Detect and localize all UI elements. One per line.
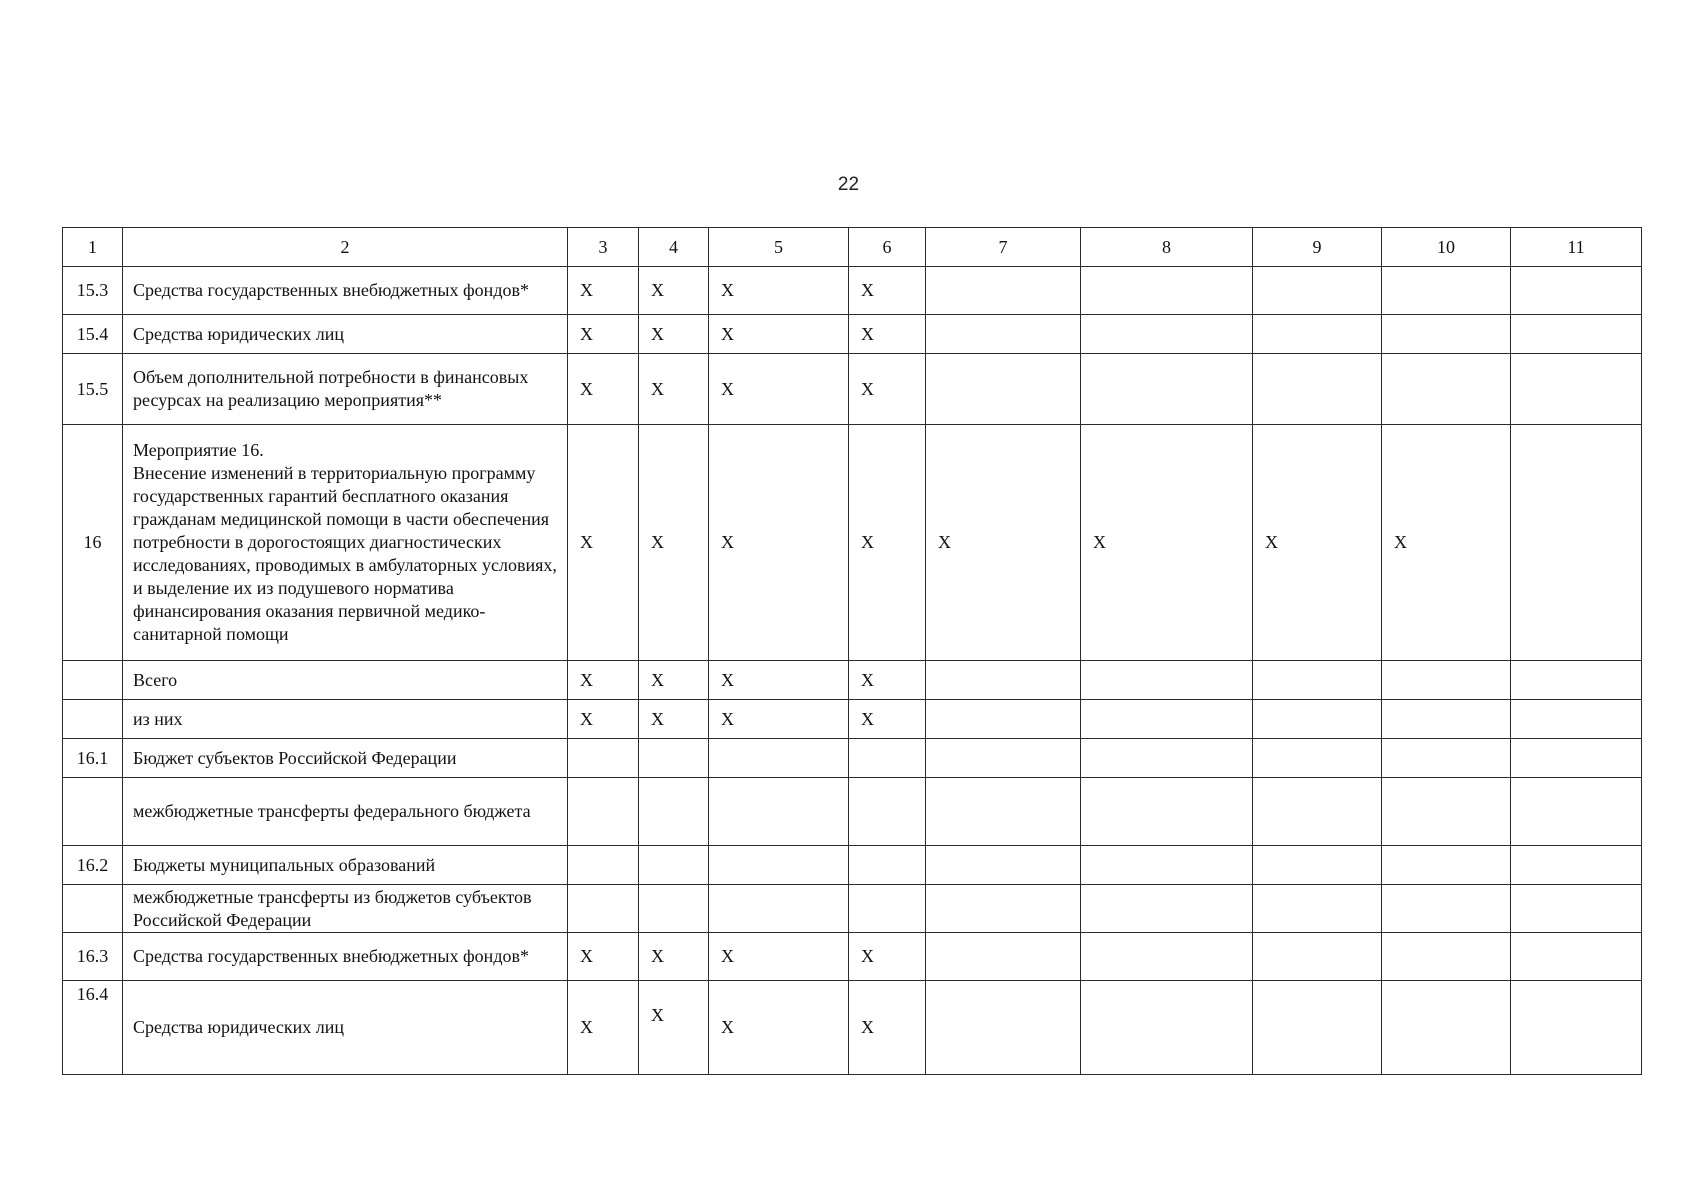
table-row bbox=[63, 700, 1642, 739]
cell-col-9 bbox=[1253, 846, 1382, 885]
cell-col-9 bbox=[1253, 315, 1382, 354]
cell-col-11 bbox=[1511, 425, 1642, 661]
cell-col-11 bbox=[1511, 846, 1642, 885]
cell-col-11 bbox=[1511, 739, 1642, 778]
row-name: Средства государственных внебюджетных фондов* bbox=[123, 933, 568, 981]
row-number: 16 bbox=[63, 425, 123, 661]
cell-col-4 bbox=[639, 885, 709, 933]
cell-col-4: X bbox=[639, 267, 709, 315]
cell-col-6 bbox=[849, 885, 926, 933]
table-row bbox=[63, 981, 1642, 1075]
cell-col-7 bbox=[926, 700, 1081, 739]
cell-col-8 bbox=[1081, 981, 1253, 1075]
cell-col-9 bbox=[1253, 885, 1382, 933]
cell-col-10 bbox=[1382, 700, 1511, 739]
cell-col-3 bbox=[568, 846, 639, 885]
header-cell: 6 bbox=[849, 228, 926, 267]
cell-col-3: X bbox=[568, 933, 639, 981]
cell-col-4: X bbox=[639, 425, 709, 661]
row-name: межбюджетные трансферты из бюджетов субъектов Российской Федерации bbox=[123, 885, 568, 933]
cell-col-5 bbox=[709, 739, 849, 778]
header-cell: 10 bbox=[1382, 228, 1511, 267]
cell-col-6 bbox=[849, 846, 926, 885]
cell-col-11 bbox=[1511, 315, 1642, 354]
table-row bbox=[63, 778, 1642, 846]
cell-col-3 bbox=[568, 739, 639, 778]
row-name: Объем дополнительной потребности в финансовых ресурсах на реализацию мероприятия** bbox=[123, 354, 568, 425]
cell-col-8 bbox=[1081, 315, 1253, 354]
row-name: Средства юридических лиц bbox=[123, 315, 568, 354]
row-name: межбюджетные трансферты федерального бюджета bbox=[123, 778, 568, 846]
cell-col-5: X bbox=[709, 661, 849, 700]
cell-col-6: X bbox=[849, 315, 926, 354]
cell-col-7 bbox=[926, 354, 1081, 425]
table-row bbox=[63, 885, 1642, 933]
cell-col-7 bbox=[926, 315, 1081, 354]
row-number bbox=[63, 885, 123, 933]
row-number: 15.5 bbox=[63, 354, 123, 425]
cell-col-6: X bbox=[849, 354, 926, 425]
cell-col-7 bbox=[926, 885, 1081, 933]
table-row bbox=[63, 267, 1642, 315]
table-row bbox=[63, 661, 1642, 700]
row-number: 16.4 bbox=[63, 981, 123, 1075]
cell-col-3: X bbox=[568, 425, 639, 661]
header-cell: 11 bbox=[1511, 228, 1642, 267]
cell-col-11 bbox=[1511, 778, 1642, 846]
cell-col-9 bbox=[1253, 661, 1382, 700]
cell-col-4: X bbox=[639, 933, 709, 981]
cell-col-6: X bbox=[849, 267, 926, 315]
cell-col-5: X bbox=[709, 425, 849, 661]
header-cell: 2 bbox=[123, 228, 568, 267]
cell-col-5 bbox=[709, 846, 849, 885]
cell-col-4: X bbox=[639, 700, 709, 739]
header-cell: 8 bbox=[1081, 228, 1253, 267]
row-number: 16.3 bbox=[63, 933, 123, 981]
cell-col-8 bbox=[1081, 778, 1253, 846]
row-name: Всего bbox=[123, 661, 568, 700]
row-number: 15.4 bbox=[63, 315, 123, 354]
cell-col-9 bbox=[1253, 267, 1382, 315]
cell-col-5: X bbox=[709, 315, 849, 354]
row-number: 16.1 bbox=[63, 739, 123, 778]
cell-col-11 bbox=[1511, 700, 1642, 739]
cell-col-5: X bbox=[709, 933, 849, 981]
cell-col-10 bbox=[1382, 739, 1511, 778]
row-name: Средства государственных внебюджетных фондов* bbox=[123, 267, 568, 315]
cell-col-10 bbox=[1382, 778, 1511, 846]
cell-col-9 bbox=[1253, 933, 1382, 981]
cell-col-6: X bbox=[849, 661, 926, 700]
cell-col-8 bbox=[1081, 661, 1253, 700]
header-cell: 9 bbox=[1253, 228, 1382, 267]
cell-col-10 bbox=[1382, 315, 1511, 354]
row-number: 16.2 bbox=[63, 846, 123, 885]
table-row bbox=[63, 933, 1642, 981]
table-row bbox=[63, 315, 1642, 354]
cell-col-4: X bbox=[639, 315, 709, 354]
cell-col-10 bbox=[1382, 981, 1511, 1075]
measure-title: Мероприятие 16. bbox=[133, 440, 264, 460]
row-name: Бюджет субъектов Российской Федерации bbox=[123, 739, 568, 778]
cell-col-10 bbox=[1382, 661, 1511, 700]
page-number: 22 bbox=[837, 174, 860, 195]
cell-col-7 bbox=[926, 739, 1081, 778]
measure-description: Внесение изменений в территориальную программу государственных гарантий бесплатного оказания гражданам медицинской помощи в части обеспечения потребности в дорогостоящих диагностических исследованиях, проводимых в амбулаторных условиях, и выделение их из подушевого норматива финансирования оказания первичной медико-санитарной помощи bbox=[133, 463, 557, 644]
cell-col-8 bbox=[1081, 739, 1253, 778]
header-cell: 3 bbox=[568, 228, 639, 267]
cell-col-9 bbox=[1253, 981, 1382, 1075]
cell-col-4 bbox=[639, 739, 709, 778]
header-cell: 7 bbox=[926, 228, 1081, 267]
cell-col-10 bbox=[1382, 354, 1511, 425]
cell-col-11 bbox=[1511, 267, 1642, 315]
cell-col-8 bbox=[1081, 885, 1253, 933]
table-row bbox=[63, 354, 1642, 425]
cell-col-11 bbox=[1511, 981, 1642, 1075]
cell-col-3: X bbox=[568, 700, 639, 739]
cell-col-8 bbox=[1081, 354, 1253, 425]
row-name: Средства юридических лиц bbox=[123, 981, 568, 1075]
row-name: Бюджеты муниципальных образований bbox=[123, 846, 568, 885]
cell-col-7 bbox=[926, 981, 1081, 1075]
cell-col-4 bbox=[639, 846, 709, 885]
cell-col-3: X bbox=[568, 267, 639, 315]
cell-col-6: X bbox=[849, 933, 926, 981]
cell-col-8 bbox=[1081, 933, 1253, 981]
cell-col-4: X bbox=[639, 661, 709, 700]
cell-col-11 bbox=[1511, 354, 1642, 425]
cell-col-6 bbox=[849, 778, 926, 846]
cell-col-4 bbox=[639, 981, 709, 1075]
cell-col-8 bbox=[1081, 267, 1253, 315]
header-row bbox=[63, 228, 1642, 267]
cell-col-3: X bbox=[568, 981, 639, 1075]
row-number bbox=[63, 661, 123, 700]
cell-col-6 bbox=[849, 739, 926, 778]
row-number bbox=[63, 700, 123, 739]
cell-col-5: X bbox=[709, 700, 849, 739]
cell-col-7 bbox=[926, 267, 1081, 315]
cell-col-8: X bbox=[1081, 425, 1253, 661]
cell-col-10 bbox=[1382, 885, 1511, 933]
cell-col-6: X bbox=[849, 981, 926, 1075]
cell-col-4: X bbox=[639, 354, 709, 425]
cell-col-8 bbox=[1081, 700, 1253, 739]
cell-col-7 bbox=[926, 933, 1081, 981]
cell-col-10 bbox=[1382, 267, 1511, 315]
cell-col-11 bbox=[1511, 933, 1642, 981]
cell-col-5 bbox=[709, 778, 849, 846]
cell-mark: X bbox=[651, 1005, 664, 1025]
cell-col-3: X bbox=[568, 315, 639, 354]
cell-col-3: X bbox=[568, 354, 639, 425]
cell-col-3 bbox=[568, 885, 639, 933]
cell-col-5 bbox=[709, 885, 849, 933]
cell-col-9 bbox=[1253, 354, 1382, 425]
cell-col-9 bbox=[1253, 778, 1382, 846]
row-number: 15.3 bbox=[63, 267, 123, 315]
financing-table bbox=[62, 227, 1642, 1075]
cell-col-7 bbox=[926, 778, 1081, 846]
cell-col-10 bbox=[1382, 933, 1511, 981]
row-number bbox=[63, 778, 123, 846]
cell-col-3: X bbox=[568, 661, 639, 700]
row-name bbox=[123, 425, 568, 661]
header-cell: 1 bbox=[63, 228, 123, 267]
cell-col-5: X bbox=[709, 354, 849, 425]
cell-col-5: X bbox=[709, 981, 849, 1075]
cell-col-6: X bbox=[849, 700, 926, 739]
table-row bbox=[63, 739, 1642, 778]
header-cell: 4 bbox=[639, 228, 709, 267]
cell-col-10 bbox=[1382, 846, 1511, 885]
cell-col-3 bbox=[568, 778, 639, 846]
cell-col-11 bbox=[1511, 661, 1642, 700]
cell-col-11 bbox=[1511, 885, 1642, 933]
header-cell: 5 bbox=[709, 228, 849, 267]
cell-col-7 bbox=[926, 846, 1081, 885]
table-row bbox=[63, 846, 1642, 885]
cell-col-9: X bbox=[1253, 425, 1382, 661]
cell-col-6: X bbox=[849, 425, 926, 661]
cell-col-9 bbox=[1253, 739, 1382, 778]
table-row bbox=[63, 425, 1642, 661]
cell-col-10: X bbox=[1382, 425, 1511, 661]
row-name: из них bbox=[123, 700, 568, 739]
cell-col-9 bbox=[1253, 700, 1382, 739]
cell-col-7: X bbox=[926, 425, 1081, 661]
cell-col-8 bbox=[1081, 846, 1253, 885]
cell-col-7 bbox=[926, 661, 1081, 700]
cell-col-5: X bbox=[709, 267, 849, 315]
cell-col-4 bbox=[639, 778, 709, 846]
